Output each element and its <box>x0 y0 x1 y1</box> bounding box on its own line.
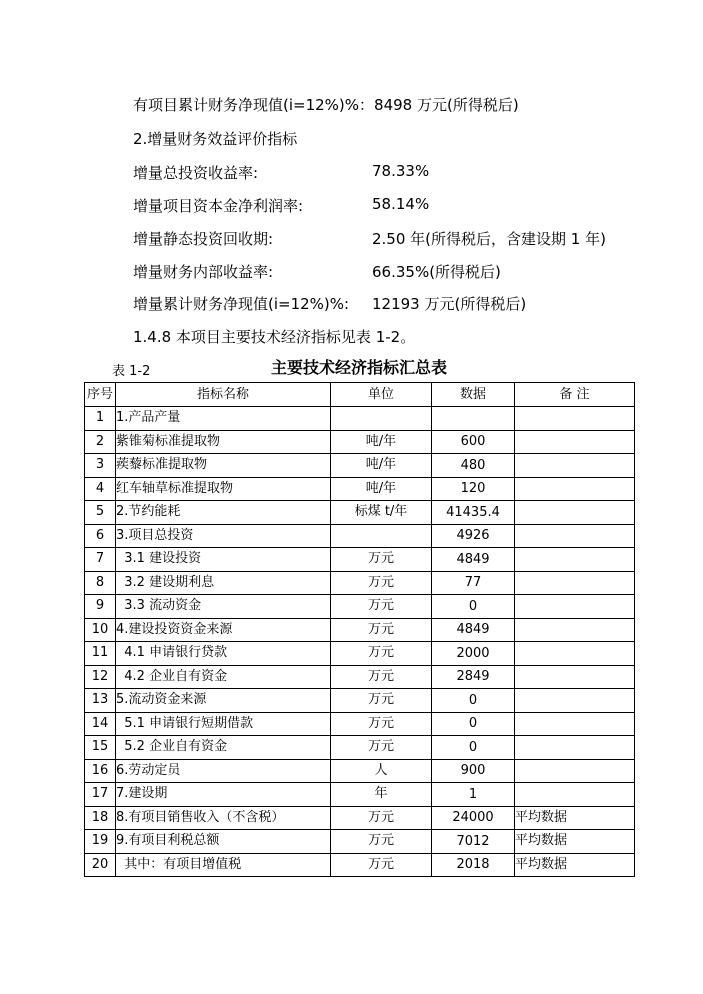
unit-cell: 万元 <box>331 806 432 830</box>
value-cell: 2849 <box>432 665 515 689</box>
unit-cell: 吨/年 <box>331 430 432 454</box>
row-number-cell: 18 <box>85 806 116 830</box>
indicator-name-cell: 7.建设期 <box>116 783 331 807</box>
table-row <box>85 806 635 830</box>
table-title: 主要技术经济指标汇总表 <box>271 358 448 377</box>
indicator-name-cell: 3.3 流动资金 <box>116 595 331 619</box>
remark-cell <box>515 430 635 454</box>
indicator-value: 12193 万元(所得税后) <box>372 295 527 313</box>
remark-cell <box>515 736 635 760</box>
remark-cell <box>515 571 635 595</box>
remark-cell <box>515 689 635 713</box>
table-row <box>85 618 635 642</box>
table-row <box>85 407 635 431</box>
table-row <box>85 759 635 783</box>
value-cell: 7012 <box>432 830 515 854</box>
indicator-label: 增量总投资收益率: <box>133 164 259 182</box>
unit-cell <box>331 407 432 431</box>
row-number-cell: 12 <box>85 665 116 689</box>
table-row <box>85 736 635 760</box>
value-cell: 41435.4 <box>432 501 515 525</box>
indicator-value: 78.33% <box>372 162 430 180</box>
remark-cell <box>515 454 635 478</box>
value-cell: 4849 <box>432 618 515 642</box>
remark-cell <box>515 595 635 619</box>
table-row <box>85 571 635 595</box>
remark-cell <box>515 759 635 783</box>
table-row <box>85 853 635 877</box>
unit-cell: 吨/年 <box>331 477 432 501</box>
row-number-cell: 1 <box>85 407 116 431</box>
unit-cell: 标煤 t/年 <box>331 501 432 525</box>
remark-cell <box>515 642 635 666</box>
row-number-cell: 6 <box>85 524 116 548</box>
unit-cell: 万元 <box>331 595 432 619</box>
unit-cell: 吨/年 <box>331 454 432 478</box>
row-number-cell: 13 <box>85 689 116 713</box>
value-cell: 0 <box>432 689 515 713</box>
row-number-cell: 8 <box>85 571 116 595</box>
table-row <box>85 524 635 548</box>
table-reference-paragraph: 1.4.8 本项目主要技术经济指标见表 1-2。 <box>133 328 416 346</box>
indicator-name-cell: 4.2 企业自有资金 <box>116 665 331 689</box>
table-row <box>85 783 635 807</box>
unit-cell: 万元 <box>331 830 432 854</box>
indicator-label: 增量累计财务净现值(i=12%)%: <box>133 295 350 313</box>
row-number-cell: 4 <box>85 477 116 501</box>
indicator-value: 2.50 年(所得税后，含建设期 1 年) <box>372 230 606 248</box>
indicator-name-cell: 5.2 企业自有资金 <box>116 736 331 760</box>
header-cell: 单位 <box>331 383 432 407</box>
row-number-cell: 5 <box>85 501 116 525</box>
remark-cell <box>515 477 635 501</box>
table-row <box>85 830 635 854</box>
value-cell <box>432 407 515 431</box>
value-cell: 900 <box>432 759 515 783</box>
value-cell: 480 <box>432 454 515 478</box>
indicator-name-cell: 8.有项目销售收入（不含税） <box>116 806 331 830</box>
indicator-name-cell: 2.节约能耗 <box>116 501 331 525</box>
value-cell: 4849 <box>432 548 515 572</box>
indicator-name-cell: 3.2 建设期利息 <box>116 571 331 595</box>
remark-cell <box>515 712 635 736</box>
indicator-name-cell: 1.产品产量 <box>116 407 331 431</box>
value-cell: 1 <box>432 783 515 807</box>
header-cell: 数据 <box>432 383 515 407</box>
value-cell: 0 <box>432 736 515 760</box>
table-row <box>85 642 635 666</box>
indicator-value: 66.35%(所得税后) <box>372 263 501 281</box>
remark-cell: 平均数据 <box>515 830 635 854</box>
table-caption: 表 1-2 <box>112 364 151 379</box>
unit-cell: 万元 <box>331 665 432 689</box>
indicator-name-cell: 紫锥菊标准提取物 <box>116 430 331 454</box>
remark-cell <box>515 524 635 548</box>
row-number-cell: 17 <box>85 783 116 807</box>
row-number-cell: 16 <box>85 759 116 783</box>
table-row <box>85 548 635 572</box>
indicator-table <box>84 382 635 877</box>
table-row <box>85 501 635 525</box>
unit-cell: 万元 <box>331 736 432 760</box>
row-number-cell: 15 <box>85 736 116 760</box>
table-row <box>85 689 635 713</box>
value-cell: 0 <box>432 712 515 736</box>
table-row <box>85 712 635 736</box>
indicator-value: 58.14% <box>372 195 430 213</box>
paragraph-npv: 有项目累计财务净现值(i=12%)%：8498 万元(所得税后) <box>133 96 519 114</box>
value-cell: 4926 <box>432 524 515 548</box>
value-cell: 77 <box>432 571 515 595</box>
indicator-name-cell: 红车轴草标准提取物 <box>116 477 331 501</box>
value-cell: 0 <box>432 595 515 619</box>
row-number-cell: 7 <box>85 548 116 572</box>
indicator-name-cell: 4.1 申请银行贷款 <box>116 642 331 666</box>
indicator-name-cell: 5.1 申请银行短期借款 <box>116 712 331 736</box>
indicator-name-cell: 其中：有项目增值税 <box>116 853 331 877</box>
indicator-name-cell: 3.项目总投资 <box>116 524 331 548</box>
indicator-name-cell: 3.1 建设投资 <box>116 548 331 572</box>
row-number-cell: 2 <box>85 430 116 454</box>
header-cell: 备 注 <box>515 383 635 407</box>
unit-cell <box>331 524 432 548</box>
indicator-name-cell: 6.劳动定员 <box>116 759 331 783</box>
table-header-row <box>85 383 635 407</box>
remark-cell <box>515 501 635 525</box>
unit-cell: 万元 <box>331 548 432 572</box>
remark-cell <box>515 407 635 431</box>
row-number-cell: 3 <box>85 454 116 478</box>
header-cell: 序号 <box>85 383 116 407</box>
indicator-name-cell: 5.流动资金来源 <box>116 689 331 713</box>
table-row <box>85 430 635 454</box>
row-number-cell: 14 <box>85 712 116 736</box>
remark-cell: 平均数据 <box>515 806 635 830</box>
remark-cell <box>515 783 635 807</box>
value-cell: 120 <box>432 477 515 501</box>
unit-cell: 万元 <box>331 712 432 736</box>
remark-cell <box>515 618 635 642</box>
indicator-name-cell: 4.建设投资资金来源 <box>116 618 331 642</box>
row-number-cell: 11 <box>85 642 116 666</box>
row-number-cell: 10 <box>85 618 116 642</box>
table-row <box>85 665 635 689</box>
value-cell: 2018 <box>432 853 515 877</box>
row-number-cell: 20 <box>85 853 116 877</box>
table-row <box>85 477 635 501</box>
row-number-cell: 9 <box>85 595 116 619</box>
table-row <box>85 454 635 478</box>
value-cell: 2000 <box>432 642 515 666</box>
remark-cell: 平均数据 <box>515 853 635 877</box>
indicator-name-cell: 蒺藜标准提取物 <box>116 454 331 478</box>
unit-cell: 万元 <box>331 618 432 642</box>
indicator-name-cell: 9.有项目利税总额 <box>116 830 331 854</box>
row-number-cell: 19 <box>85 830 116 854</box>
table-row <box>85 595 635 619</box>
unit-cell: 万元 <box>331 853 432 877</box>
section-heading: 2.增量财务效益评价指标 <box>133 130 298 148</box>
unit-cell: 万元 <box>331 689 432 713</box>
unit-cell: 人 <box>331 759 432 783</box>
unit-cell: 万元 <box>331 571 432 595</box>
unit-cell: 年 <box>331 783 432 807</box>
value-cell: 600 <box>432 430 515 454</box>
value-cell: 24000 <box>432 806 515 830</box>
indicator-label: 增量静态投资回收期: <box>133 230 274 248</box>
header-cell: 指标名称 <box>116 383 331 407</box>
remark-cell <box>515 548 635 572</box>
unit-cell: 万元 <box>331 642 432 666</box>
indicator-label: 增量项目资本金净利润率: <box>133 197 304 215</box>
remark-cell <box>515 665 635 689</box>
indicator-label: 增量财务内部收益率: <box>133 263 274 281</box>
